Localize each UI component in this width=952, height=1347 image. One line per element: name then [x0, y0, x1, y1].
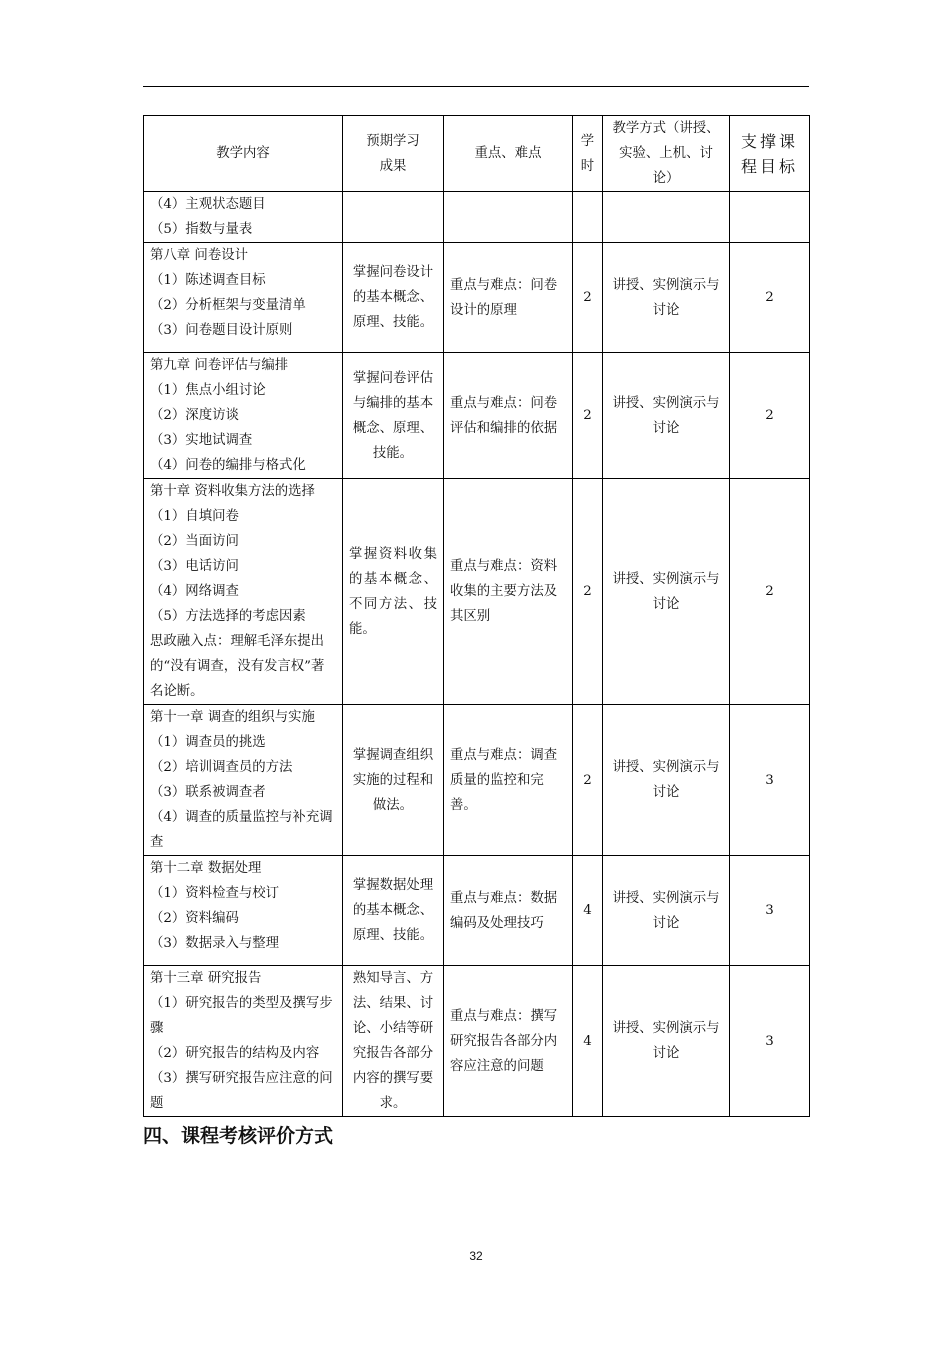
cell-key-points: 重点与难点：问卷设计的原理	[444, 243, 573, 353]
content-line: 第十章 资料收集方法的选择	[150, 484, 315, 499]
content-line: （5）方法选择的考虑因素	[150, 609, 306, 624]
header-teaching-method-text: 教学方式（讲授、实验、上机、讨论）	[612, 121, 720, 186]
cell-method: 讲授、实例演示与讨论	[603, 705, 730, 856]
cell-outcome: 掌握资料收集的基本概念、不同方法、技能。	[343, 479, 444, 705]
content-line: 第十一章 调查的组织与实施	[150, 710, 315, 725]
cell-key-points	[444, 192, 573, 243]
cell-hours	[573, 192, 603, 243]
content-line: （1）焦点小组讨论	[150, 383, 266, 398]
syllabus-table	[143, 115, 810, 1117]
content-line: （3）数据录入与整理	[150, 936, 280, 951]
cell-outcome: 掌握问卷评估与编排的基本概念、原理、技能。	[343, 353, 444, 479]
cell-method: 讲授、实例演示与讨论	[603, 243, 730, 353]
content-line: （4）网络调查	[150, 584, 239, 599]
cell-content	[144, 856, 343, 966]
content-line: （1）研究报告的类型及撰写步骤	[150, 996, 333, 1036]
cell-goal: 2	[730, 243, 810, 353]
header-expected-outcome	[343, 116, 444, 192]
cell-outcome: 熟知导言、方法、结果、讨论、小结等研究报告各部分内容的撰写要求。	[343, 966, 444, 1117]
table-row	[144, 705, 810, 856]
header-hours-text: 学时	[580, 133, 595, 174]
cell-goal: 2	[730, 353, 810, 479]
cell-goal: 3	[730, 966, 810, 1117]
cell-method: 讲授、实例演示与讨论	[603, 353, 730, 479]
header-course-goal-text: 支撑课程目标	[740, 131, 798, 176]
header-hours	[573, 116, 603, 192]
page-number: 32	[469, 1249, 483, 1263]
cell-hours: 2	[573, 705, 603, 856]
cell-key-points: 重点与难点：撰写研究报告各部分内容应注意的问题	[444, 966, 573, 1117]
cell-outcome: 掌握问卷设计的基本概念、原理、技能。	[343, 243, 444, 353]
cell-hours: 2	[573, 353, 603, 479]
cell-hours: 2	[573, 479, 603, 705]
cell-goal: 2	[730, 479, 810, 705]
header-rule	[143, 86, 809, 87]
cell-hours: 4	[573, 966, 603, 1117]
cell-content	[144, 479, 343, 705]
content-line: 第十三章 研究报告	[150, 971, 262, 986]
cell-goal: 3	[730, 856, 810, 966]
cell-key-points: 重点与难点：资料收集的主要方法及其区别	[444, 479, 573, 705]
cell-outcome: 掌握数据处理的基本概念、原理、技能。	[343, 856, 444, 966]
cell-method	[603, 192, 730, 243]
ideological-note: 思政融入点：理解毛泽东提出的“没有调查，没有发言权”著名论断。	[150, 634, 325, 699]
cell-hours: 2	[573, 243, 603, 353]
table-row	[144, 479, 810, 705]
content-line: （1）陈述调查目标	[150, 273, 266, 288]
table-row	[144, 192, 810, 243]
cell-outcome: 掌握调查组织实施的过程和做法。	[343, 705, 444, 856]
content-line: （4）主观状态题目	[150, 197, 266, 212]
cell-hours: 4	[573, 856, 603, 966]
content-line: （1）资料检查与校订	[150, 886, 280, 901]
content-line: （5）指数与量表	[150, 222, 253, 237]
cell-content	[144, 966, 343, 1117]
cell-content	[144, 353, 343, 479]
table-row	[144, 856, 810, 966]
content-line: （3）撰写研究报告应注意的问题	[150, 1071, 333, 1111]
cell-goal	[730, 192, 810, 243]
content-line: （4）问卷的编排与格式化	[150, 458, 306, 473]
section-title: 四、课程考核评价方式	[143, 1125, 334, 1147]
content-line: （3）联系被调查者	[150, 785, 266, 800]
content-line: （1）调查员的挑选	[150, 735, 266, 750]
cell-content	[144, 192, 343, 243]
content-line: （2）深度访谈	[150, 408, 239, 423]
header-course-goal	[730, 116, 810, 192]
table-header-row	[144, 116, 810, 192]
cell-method: 讲授、实例演示与讨论	[603, 966, 730, 1117]
cell-method: 讲授、实例演示与讨论	[603, 856, 730, 966]
cell-key-points: 重点与难点：调查质量的监控和完善。	[444, 705, 573, 856]
content-line: （2）培训调查员的方法	[150, 760, 293, 775]
content-line: 第八章 问卷设计	[150, 248, 248, 263]
table-row	[144, 243, 810, 353]
cell-outcome	[343, 192, 444, 243]
content-line: （2）分析框架与变量清单	[150, 298, 306, 313]
content-line: （3）实地试调查	[150, 433, 253, 448]
header-expected-outcome-text: 预期学习成果	[366, 133, 420, 174]
content-line: 第十二章 数据处理	[150, 861, 262, 876]
content-line: （2）当面访问	[150, 534, 239, 549]
table-row	[144, 353, 810, 479]
content-line: （4）调查的质量监控与补充调查	[150, 810, 333, 850]
header-key-points: 重点、难点	[444, 116, 573, 192]
header-teaching-content: 教学内容	[144, 116, 343, 192]
header-teaching-method	[603, 116, 730, 192]
cell-goal: 3	[730, 705, 810, 856]
content-line: （3）电话访问	[150, 559, 239, 574]
table-row	[144, 966, 810, 1117]
cell-key-points: 重点与难点：数据编码及处理技巧	[444, 856, 573, 966]
cell-method: 讲授、实例演示与讨论	[603, 479, 730, 705]
content-line: （2）研究报告的结构及内容	[150, 1046, 320, 1061]
cell-content	[144, 705, 343, 856]
cell-content	[144, 243, 343, 353]
cell-key-points: 重点与难点：问卷评估和编排的依据	[444, 353, 573, 479]
content-line: 第九章 问卷评估与编排	[150, 358, 289, 373]
content-line: （3）问卷题目设计原则	[150, 323, 293, 338]
content-line: （1）自填问卷	[150, 509, 239, 524]
content-line: （2）资料编码	[150, 911, 239, 926]
